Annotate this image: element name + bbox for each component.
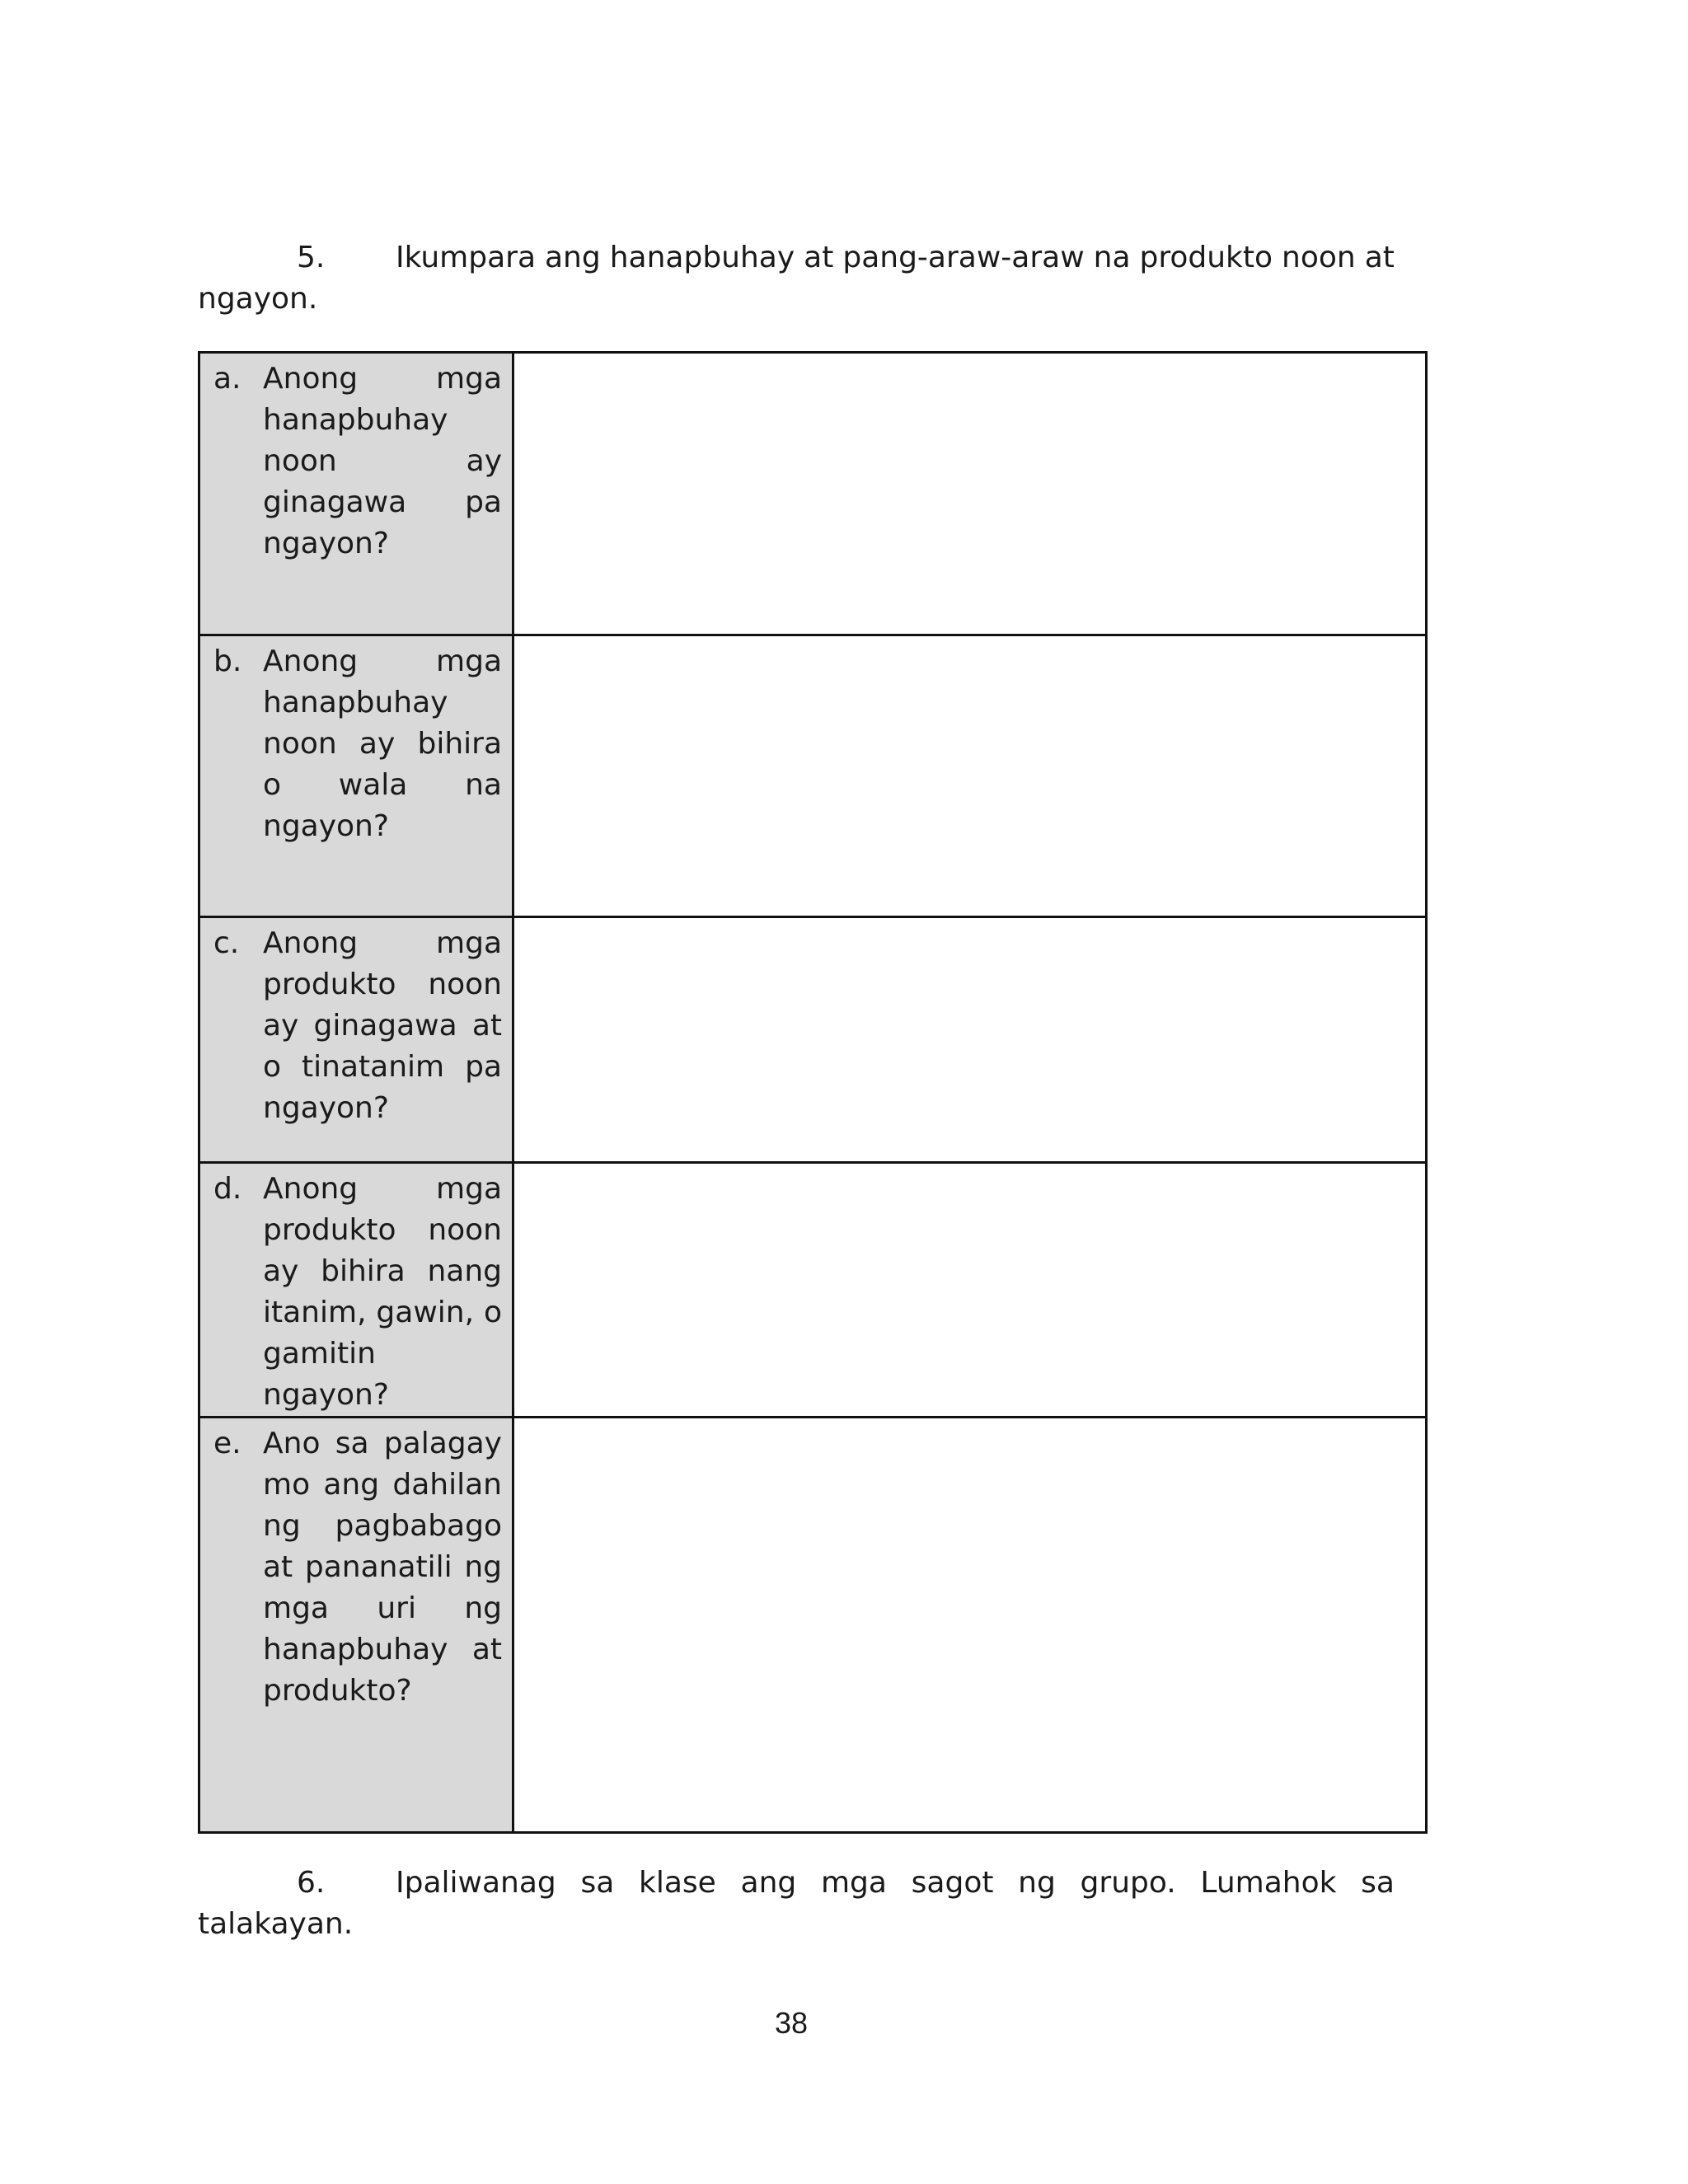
word: grupo. (1080, 1866, 1176, 1900)
answer-cell[interactable] (513, 1163, 1427, 1418)
word: produkto (1139, 241, 1273, 274)
table-row (199, 917, 1427, 1163)
instruction-6-text (396, 1863, 1395, 1904)
question-letter: b. (213, 644, 242, 678)
word: ang (545, 241, 601, 274)
question-text: Anong mga hanapbuhay noon ay bihira o wala na ngayon? (263, 644, 502, 843)
word: sa (1361, 1866, 1395, 1900)
question-text: Ano sa palagay mo ang dahilan ng pagbabago at pananatili ng mga uri ng hanapbuhay at produkto? (263, 1427, 502, 1708)
answer-cell[interactable] (513, 635, 1427, 917)
word: klase (639, 1866, 716, 1900)
instruction-6-number: 6. (297, 1866, 326, 1900)
table-row (199, 353, 1427, 635)
word: sa (580, 1866, 615, 1900)
question-text: Anong mga produkto noon ay bihira nang itanim, gawin, o gamitin ngayon? (263, 1172, 502, 1412)
instruction-6-line2: talakayan. (198, 1907, 354, 1941)
question-cell (199, 1163, 513, 1418)
word: ang (740, 1866, 797, 1900)
answer-cell[interactable] (513, 353, 1427, 635)
word: mga (820, 1866, 887, 1900)
instruction-5-number: 5. (297, 241, 326, 274)
instruction-5-text (396, 237, 1395, 279)
question-cell (199, 917, 513, 1163)
word: Lumahok (1200, 1866, 1337, 1900)
instruction-5-line2: ngayon. (198, 282, 318, 316)
instruction-5 (198, 237, 1395, 320)
question-letter: a. (213, 362, 241, 396)
instruction-5-line1 (198, 237, 1395, 279)
question-text: Anong mga hanapbuhay noon ay ginagawa pa ngayon? (263, 362, 502, 560)
table-row (199, 1163, 1427, 1418)
answer-cell[interactable] (513, 917, 1427, 1163)
word: hanapbuhay (609, 241, 795, 274)
question-letter: d. (213, 1172, 242, 1206)
word: Ikumpara (396, 241, 537, 274)
word: pang-araw-araw (842, 241, 1085, 274)
question-letter: e. (213, 1427, 241, 1460)
word: Ipaliwanag (396, 1866, 556, 1900)
instruction-6 (198, 1863, 1395, 1945)
page-number: 38 (774, 2006, 809, 2040)
word: at (804, 241, 834, 274)
table-row (199, 635, 1427, 917)
word: na (1093, 241, 1131, 274)
question-cell (199, 1418, 513, 1833)
word: noon (1282, 241, 1356, 274)
question-letter: c. (213, 926, 240, 960)
question-cell (199, 353, 513, 635)
instruction-6-line1 (198, 1863, 1395, 1904)
answer-cell[interactable] (513, 1418, 1427, 1833)
worksheet-table (198, 351, 1428, 1834)
word: sagot (911, 1866, 994, 1900)
word: ng (1018, 1866, 1056, 1900)
table-row (199, 1418, 1427, 1833)
question-text: Anong mga produkto noon ay ginagawa at o tinatanim pa ngayon? (263, 926, 502, 1125)
question-cell (199, 635, 513, 917)
word: at (1364, 241, 1395, 274)
